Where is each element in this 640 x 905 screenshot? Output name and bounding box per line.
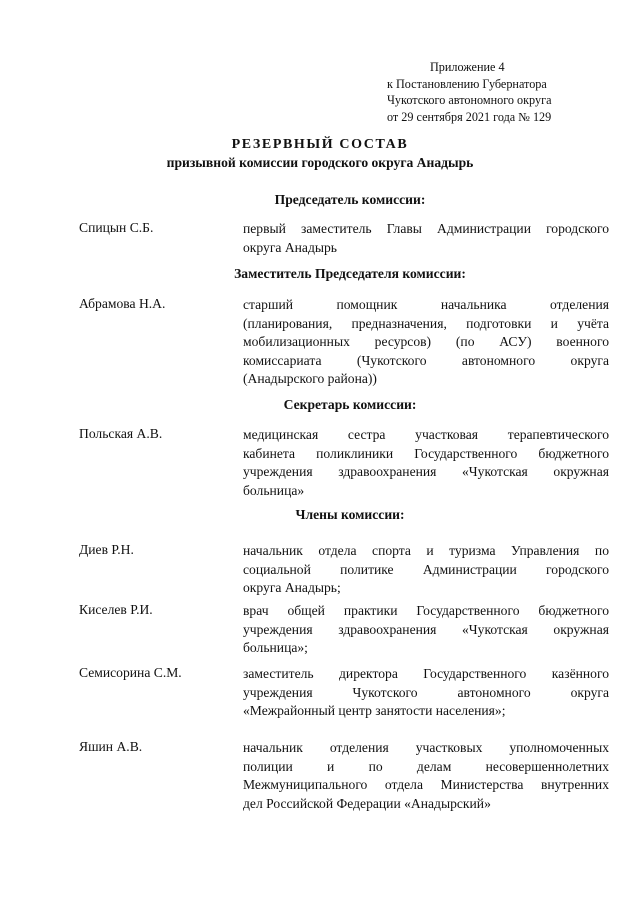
appendix-line: от 29 сентября 2021 года № 129	[387, 109, 552, 124]
section-heading-secretary: Секретарь комиссии:	[283, 397, 417, 412]
document-subtitle: призывной комиссии городского округа Анадырь	[166, 155, 474, 170]
position-line: начальник отдела спорта и туризма Управления по	[243, 543, 609, 558]
position-line: (планирования, предназначения, подготовки и учёта	[243, 315, 609, 331]
position-line: учреждения здравоохранения «Чукотская окружная	[243, 464, 609, 480]
position-line: медицинская сестра участковая терапевтического	[243, 427, 609, 442]
person-name: Киселев Р.И.	[79, 602, 153, 617]
person-position	[243, 602, 609, 658]
document-title: РЕЗЕРВНЫЙ СОСТАВ	[231, 137, 409, 152]
appendix-line: Приложение 4	[430, 60, 505, 74]
appendix-header	[387, 59, 627, 125]
position-line: дел Российской Федерации «Анадырский»	[243, 795, 491, 811]
position-line: Межмуниципального отдела Министерства внутренних	[243, 777, 609, 793]
position-line: заместитель директора Государственного казённого	[243, 666, 609, 681]
position-line: больница»	[243, 482, 305, 498]
position-line: «Межрайонный центр занятости населения»;	[243, 703, 506, 719]
person-name: Диев Р.Н.	[79, 542, 134, 557]
section-heading-members: Члены комиссии:	[295, 507, 405, 522]
position-line: комиссариата (Чукотского автономного округа	[243, 352, 609, 368]
person-name: Яшин А.В.	[79, 739, 143, 754]
section-heading-chairman: Председатель комиссии:	[274, 192, 426, 207]
position-line: учреждения здравоохранения «Чукотская окружная	[243, 621, 609, 637]
position-line: социальной политике Администрации городского	[243, 561, 609, 577]
person-name: Спицын С.Б.	[79, 220, 154, 235]
person-name: Семисорина С.М.	[79, 665, 182, 680]
position-line: больница»;	[243, 640, 308, 656]
person-position	[243, 542, 609, 598]
section-heading-deputy: Заместитель Председателя комиссии:	[234, 266, 466, 281]
position-line: начальник отделения участковых уполномоченных	[243, 740, 609, 755]
appendix-line: Чукотского автономного округа	[387, 93, 552, 108]
person-name: Польская А.В.	[79, 426, 163, 441]
position-line: учреждения Чукотского автономного округа	[243, 684, 609, 700]
position-line: округа Анадырь;	[243, 580, 341, 596]
position-line: врач общей практики Государственного бюджетного	[243, 603, 609, 618]
position-line: кабинета поликлиники Государственного бюджетного	[243, 445, 609, 461]
person-position	[243, 426, 609, 500]
position-line: полиции и по делам несовершеннолетних	[243, 758, 609, 774]
person-position	[243, 220, 609, 257]
person-position	[243, 296, 609, 389]
appendix-line: к Постановлению Губернатора	[387, 76, 547, 91]
position-line: старший помощник начальника отделения	[243, 297, 609, 312]
position-line: первый заместитель Главы Администрации городского	[243, 221, 609, 236]
person-position	[243, 665, 609, 721]
person-name: Абрамова Н.А.	[79, 296, 166, 311]
person-position	[243, 739, 609, 813]
position-line: округа Анадырь	[243, 239, 337, 255]
position-line: мобилизационных ресурсов) (по АСУ) военного	[243, 334, 609, 350]
position-line: (Анадырского района))	[243, 371, 377, 387]
